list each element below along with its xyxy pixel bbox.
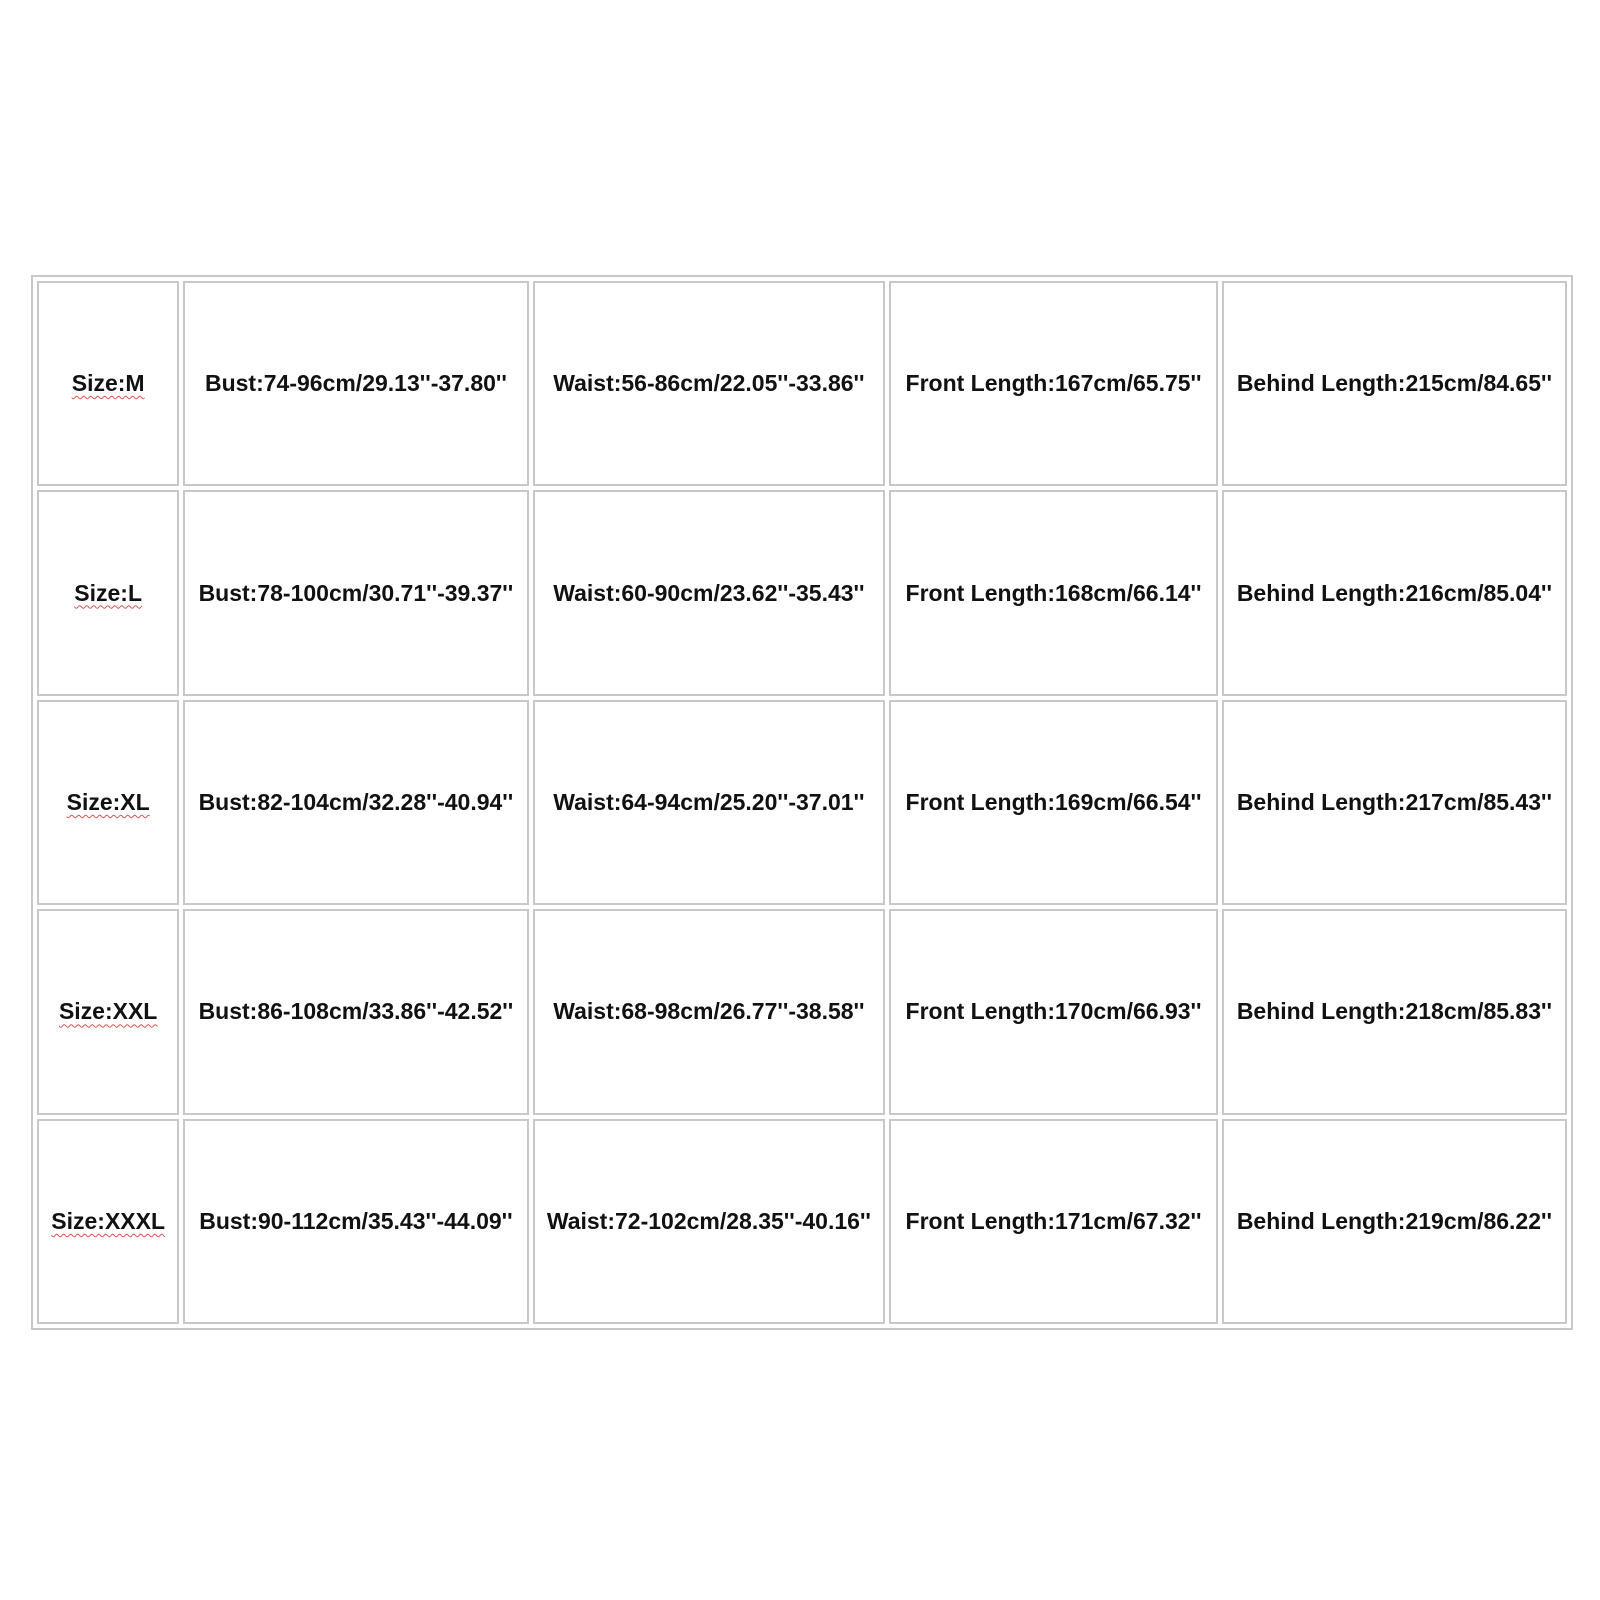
- behind-length-cell: Behind Length:215cm/84.65'': [1222, 281, 1567, 486]
- size-label: Size:XL: [66, 788, 150, 815]
- size-label: Size:XXXL: [51, 1207, 166, 1234]
- size-row-m: [37, 281, 1567, 486]
- bust-cell: Bust:86-108cm/33.86''-42.52'': [183, 909, 528, 1114]
- front-length-cell: Front Length:170cm/66.93'': [889, 909, 1218, 1114]
- size-cell: [37, 1119, 179, 1324]
- size-cell: [37, 700, 179, 905]
- waist-cell: Waist:68-98cm/26.77''-38.58'': [533, 909, 886, 1114]
- size-row-l: [37, 490, 1567, 695]
- size-chart-table: [31, 275, 1573, 1330]
- front-length-cell: Front Length:171cm/67.32'': [889, 1119, 1218, 1324]
- size-label: Size:M: [71, 370, 145, 397]
- behind-length-cell: Behind Length:216cm/85.04'': [1222, 490, 1567, 695]
- behind-length-cell: Behind Length:217cm/85.43'': [1222, 700, 1567, 905]
- front-length-cell: Front Length:168cm/66.14'': [889, 490, 1218, 695]
- front-length-cell: Front Length:169cm/66.54'': [889, 700, 1218, 905]
- waist-cell: Waist:56-86cm/22.05''-33.86'': [533, 281, 886, 486]
- behind-length-cell: Behind Length:218cm/85.83'': [1222, 909, 1567, 1114]
- front-length-cell: Front Length:167cm/65.75'': [889, 281, 1218, 486]
- bust-cell: Bust:82-104cm/32.28''-40.94'': [183, 700, 528, 905]
- size-label: Size:XXL: [58, 998, 158, 1025]
- bust-cell: Bust:90-112cm/35.43''-44.09'': [183, 1119, 528, 1324]
- waist-cell: Waist:60-90cm/23.62''-35.43'': [533, 490, 886, 695]
- bust-cell: Bust:74-96cm/29.13''-37.80'': [183, 281, 528, 486]
- size-row-xxxl: [37, 1119, 1567, 1324]
- size-label: Size:L: [74, 579, 143, 606]
- size-row-xxl: [37, 909, 1567, 1114]
- behind-length-cell: Behind Length:219cm/86.22'': [1222, 1119, 1567, 1324]
- size-cell: [37, 281, 179, 486]
- waist-cell: Waist:64-94cm/25.20''-37.01'': [533, 700, 886, 905]
- waist-cell: Waist:72-102cm/28.35''-40.16'': [533, 1119, 886, 1324]
- size-cell: [37, 490, 179, 695]
- size-row-xl: [37, 700, 1567, 905]
- bust-cell: Bust:78-100cm/30.71''-39.37'': [183, 490, 528, 695]
- size-cell: [37, 909, 179, 1114]
